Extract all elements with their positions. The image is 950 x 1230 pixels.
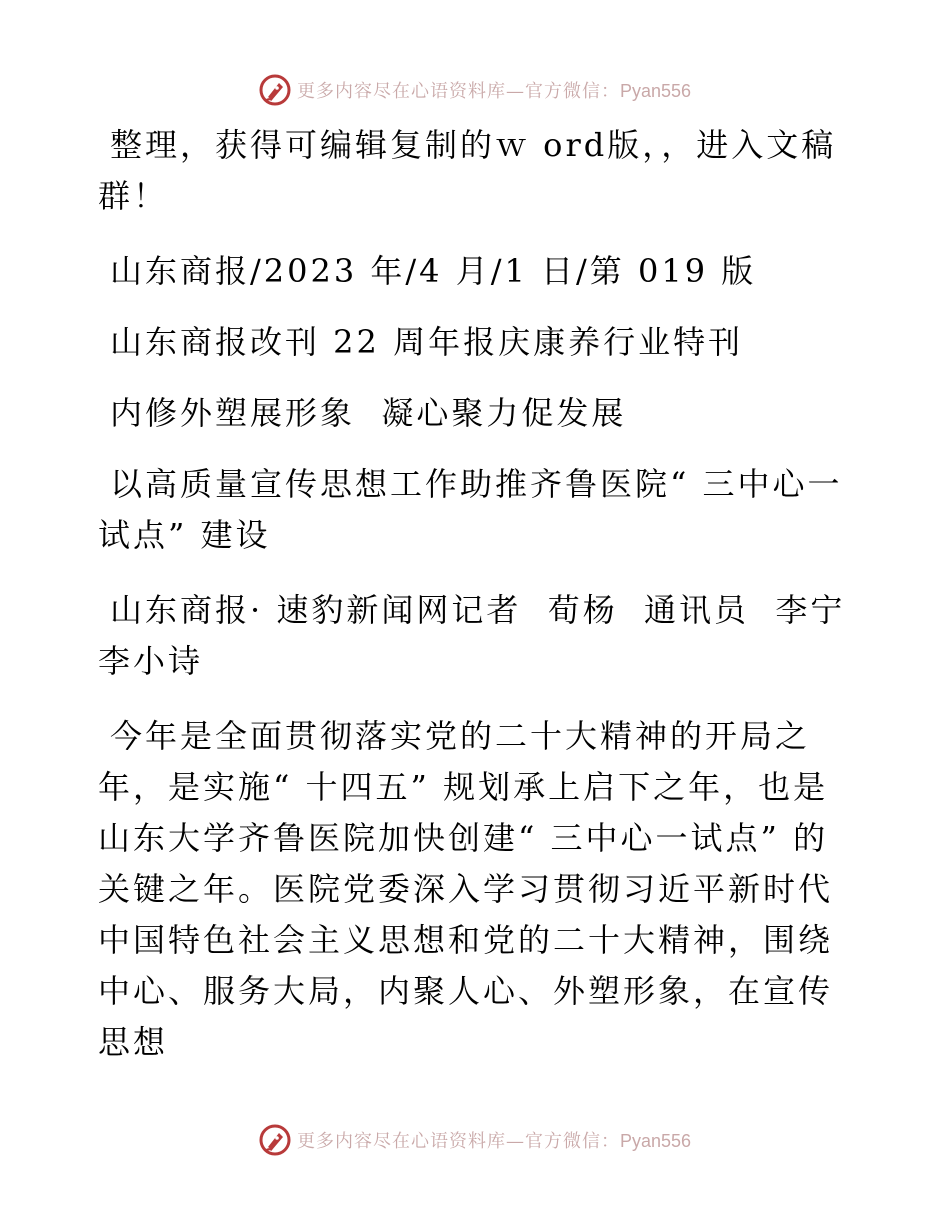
source-line: 山东商报/2023 年/4 月/1 日/第 019 版: [110, 252, 757, 290]
watermark-header: [0, 70, 950, 110]
headline: 内修外塑展形象 凝心聚力促发展: [110, 394, 627, 432]
subheadline: 以高质量宣传思想工作助推齐鲁医院“ 三中心一试点” 建设: [98, 465, 843, 554]
byline: 山东商报· 速豹新闻网记者 荀杨 通讯员 李宁 李小诗: [98, 591, 872, 680]
watermark-footer: [0, 1120, 950, 1160]
special-issue-line: 山东商报改刊 22 周年报庆康养行业特刊: [110, 323, 744, 361]
watermark-text: 更多内容尽在心语资料库—官方微信：Pyan556: [296, 1131, 692, 1152]
body-paragraph: 今年是全面贯彻落实党的二十大精神的开局之年，是实施“ 十四五” 规划承上启下之年，也是山东大学齐鲁医院加快创建“ 三中心一试点” 的关键之年。医院党委深入学习贯彻习近平新时代中国特色社会主义思想和党的二十大精神，围绕中心、服务大局，内聚人心、外塑形象，在宣传思想: [98, 717, 834, 1061]
intro-paragraph: 整理，获得可编辑复制的ｗ ord版，，进入文稿群！: [98, 126, 837, 215]
pen-nib-logo-icon: [259, 1124, 291, 1156]
watermark-text: 更多内容尽在心语资料库—官方微信：Pyan556: [296, 81, 692, 102]
document-body: [98, 120, 872, 1092]
pen-nib-logo-icon: [259, 74, 291, 106]
